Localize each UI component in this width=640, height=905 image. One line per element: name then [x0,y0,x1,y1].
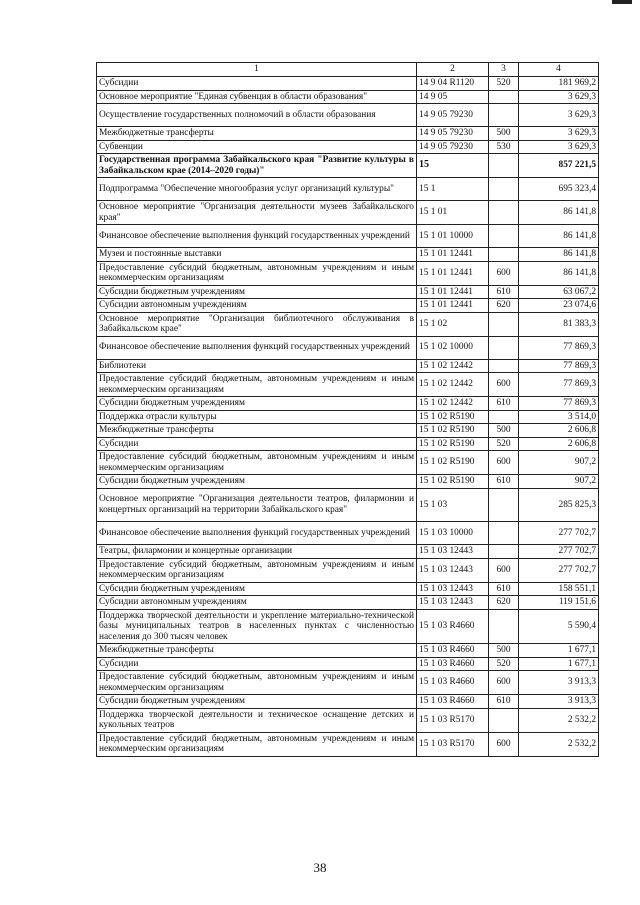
page-number: 38 [313,860,327,875]
row-type-cell [489,522,519,545]
row-code-cell: 15 1 02 12442 [417,397,489,411]
row-sum-cell: 3 629,3 [519,140,599,154]
row-code-cell: 14 9 05 79230 [417,104,489,127]
row-name-cell: Финансовое обеспечение выполнения функций государственных учреждений [97,522,417,545]
row-name-cell: Межбюджетные трансферты [97,127,417,141]
row-sum-cell: 86 141,8 [519,201,599,225]
table-row [97,451,599,475]
row-code-cell: 14 9 05 79230 [417,127,489,141]
row-sum-cell: 119 151,6 [519,596,599,610]
row-name-cell: Субсидии автономным учреждениям [97,299,417,313]
row-type-cell: 620 [489,596,519,610]
row-sum-cell: 695 323,4 [519,178,599,201]
row-name-cell: Библиотеки [97,359,417,373]
row-sum-cell: 2 532,2 [519,708,599,732]
row-sum-cell: 2 606,8 [519,437,599,451]
row-name-cell: Предоставление субсидий бюджетным, автономным учреждениям и иным некоммерческим организациям [97,558,417,582]
row-code-cell: 15 1 02 R5190 [417,437,489,451]
row-code-cell: 15 1 03 R4660 [417,609,489,644]
row-code-cell: 15 1 02 [417,312,489,336]
row-code-cell: 15 1 03 R4660 [417,695,489,709]
header-cell-type: 3 [489,63,519,77]
row-code-cell: 15 1 03 R4660 [417,644,489,658]
row-type-cell: 520 [489,437,519,451]
table-header-row [97,63,599,77]
scan-corner-mark [612,0,632,4]
row-name-cell: Субсидии [97,77,417,91]
row-name-cell: Межбюджетные трансферты [97,644,417,658]
row-name-cell: Предоставление субсидий бюджетным, автономным учреждениям и иным некоммерческим организациям [97,732,417,756]
row-type-cell: 500 [489,644,519,658]
row-sum-cell: 86 141,8 [519,248,599,262]
row-name-cell: Осуществление государственных полномочий в области образования [97,104,417,127]
row-type-cell [489,248,519,262]
row-code-cell: 15 1 01 12441 [417,261,489,285]
row-code-cell: 15 1 02 12442 [417,359,489,373]
row-sum-cell: 285 825,3 [519,488,599,522]
table-row [97,657,599,671]
row-name-cell: Поддержка творческой деятельности и укрепление материально-технической базы муниципальных театров в населенных пунктах с численностью населения до 300 тысяч человек [97,609,417,644]
row-type-cell: 530 [489,140,519,154]
row-sum-cell: 5 590,4 [519,609,599,644]
row-sum-cell: 86 141,8 [519,225,599,248]
row-type-cell [489,609,519,644]
row-sum-cell: 63 067,2 [519,285,599,299]
row-type-cell [489,201,519,225]
row-sum-cell: 3 514,0 [519,410,599,424]
row-code-cell: 15 1 01 12441 [417,299,489,313]
row-name-cell: Межбюджетные трансферты [97,424,417,438]
row-code-cell: 15 1 [417,178,489,201]
row-type-cell: 520 [489,657,519,671]
row-type-cell: 610 [489,397,519,411]
row-sum-cell: 277 702,7 [519,545,599,559]
table-row [97,178,599,201]
row-type-cell: 610 [489,582,519,596]
table-row [97,336,599,359]
table-row [97,248,599,262]
row-sum-cell: 3 913,3 [519,671,599,695]
row-sum-cell: 277 702,7 [519,558,599,582]
row-code-cell: 15 1 01 10000 [417,225,489,248]
table-row [97,522,599,545]
row-sum-cell: 907,2 [519,475,599,489]
row-sum-cell: 158 551,1 [519,582,599,596]
table-row [97,475,599,489]
row-code-cell: 15 1 02 12442 [417,373,489,397]
row-name-cell: Основное мероприятие "Организация библиотечного обслуживания в Забайкальском крае" [97,312,417,336]
row-sum-cell: 77 869,3 [519,397,599,411]
row-code-cell: 15 1 03 12443 [417,545,489,559]
row-code-cell: 15 1 02 R5190 [417,451,489,475]
row-type-cell [489,225,519,248]
table-row [97,671,599,695]
header-cell-name: 1 [97,63,417,77]
table-row [97,410,599,424]
row-sum-cell: 23 074,6 [519,299,599,313]
table-row [97,582,599,596]
table-row [97,312,599,336]
row-code-cell: 15 1 02 R5190 [417,475,489,489]
row-code-cell: 15 1 03 [417,488,489,522]
header-cell-code: 2 [417,63,489,77]
row-name-cell: Субвенции [97,140,417,154]
row-name-cell: Предоставление субсидий бюджетным, автономным учреждениям и иным некоммерческим организациям [97,451,417,475]
row-code-cell: 14 9 05 79230 [417,140,489,154]
row-type-cell [489,104,519,127]
table-row [97,261,599,285]
row-sum-cell: 3 629,3 [519,90,599,104]
row-code-cell: 15 1 03 10000 [417,522,489,545]
row-name-cell: Предоставление субсидий бюджетным, автономным учреждениям и иным некоммерческим организациям [97,373,417,397]
table-row [97,373,599,397]
row-sum-cell: 277 702,7 [519,522,599,545]
row-name-cell: Субсидии бюджетным учреждениям [97,582,417,596]
row-name-cell: Поддержка отрасли культуры [97,410,417,424]
row-type-cell [489,359,519,373]
row-name-cell: Субсидии бюджетным учреждениям [97,397,417,411]
row-type-cell [489,336,519,359]
row-name-cell: Основное мероприятие "Организация деятельности театров, филармонии и концертных организаций на территории Забайкальского края" [97,488,417,522]
row-type-cell: 600 [489,451,519,475]
row-sum-cell: 77 869,3 [519,336,599,359]
table-row [97,424,599,438]
table-row [97,225,599,248]
row-code-cell: 15 1 03 12443 [417,582,489,596]
table-row [97,359,599,373]
row-type-cell [489,488,519,522]
table-row [97,154,599,178]
row-type-cell [489,178,519,201]
row-type-cell [489,545,519,559]
row-code-cell: 15 1 02 R5190 [417,424,489,438]
row-code-cell: 15 1 02 R5190 [417,410,489,424]
row-sum-cell: 1 677,1 [519,657,599,671]
row-name-cell: Финансовое обеспечение выполнения функций государственных учреждений [97,336,417,359]
row-code-cell: 15 1 03 R5170 [417,708,489,732]
row-code-cell: 15 1 02 10000 [417,336,489,359]
row-sum-cell: 3 629,3 [519,127,599,141]
row-name-cell: Субсидии бюджетным учреждениям [97,695,417,709]
row-sum-cell: 3 913,3 [519,695,599,709]
table-row [97,545,599,559]
row-code-cell: 15 1 01 [417,201,489,225]
table-row [97,695,599,709]
row-type-cell: 600 [489,373,519,397]
row-sum-cell: 81 383,3 [519,312,599,336]
row-sum-cell: 3 629,3 [519,104,599,127]
row-sum-cell: 2 606,8 [519,424,599,438]
row-code-cell: 15 1 03 R5170 [417,732,489,756]
row-name-cell: Поддержка творческой деятельности и техническое оснащение детских и кукольных театров [97,708,417,732]
row-code-cell: 15 1 01 12441 [417,285,489,299]
row-name-cell: Театры, филармонии и концертные организации [97,545,417,559]
row-name-cell: Субсидии автономным учреждениям [97,596,417,610]
row-type-cell [489,312,519,336]
row-sum-cell: 181 969,2 [519,77,599,91]
row-sum-cell: 2 532,2 [519,732,599,756]
budget-table-body [97,63,599,757]
row-code-cell: 14 9 04 R1120 [417,77,489,91]
row-code-cell: 15 1 03 12443 [417,558,489,582]
table-row [97,104,599,127]
table-row [97,708,599,732]
table-row [97,140,599,154]
table-row [97,77,599,91]
row-type-cell: 610 [489,285,519,299]
row-type-cell [489,410,519,424]
table-row [97,127,599,141]
row-type-cell [489,708,519,732]
row-name-cell: Предоставление субсидий бюджетным, автономным учреждениям и иным некоммерческим организациям [97,261,417,285]
header-cell-sum: 4 [519,63,599,77]
row-type-cell: 520 [489,77,519,91]
row-name-cell: Предоставление субсидий бюджетным, автономным учреждениям и иным некоммерческим организациям [97,671,417,695]
row-name-cell: Основное мероприятие "Единая субвенция в области образования" [97,90,417,104]
row-sum-cell: 77 869,3 [519,359,599,373]
row-sum-cell: 1 677,1 [519,644,599,658]
row-type-cell: 500 [489,127,519,141]
table-row [97,299,599,313]
table-row [97,644,599,658]
table-row [97,596,599,610]
row-name-cell: Субсидии [97,437,417,451]
table-row [97,90,599,104]
row-type-cell: 610 [489,695,519,709]
row-type-cell: 600 [489,558,519,582]
row-type-cell: 610 [489,475,519,489]
row-type-cell [489,154,519,178]
row-sum-cell: 907,2 [519,451,599,475]
table-row [97,558,599,582]
row-code-cell: 15 1 03 R4660 [417,671,489,695]
row-code-cell: 15 1 01 12441 [417,248,489,262]
table-row [97,285,599,299]
row-type-cell: 600 [489,732,519,756]
row-type-cell: 620 [489,299,519,313]
row-sum-cell: 857 221,5 [519,154,599,178]
row-name-cell: Государственная программа Забайкальского края "Развитие культуры в Забайкальском крае (2014–2020 годы)" [97,154,417,178]
table-row [97,732,599,756]
row-type-cell: 600 [489,261,519,285]
row-name-cell: Субсидии бюджетным учреждениям [97,475,417,489]
row-name-cell: Финансовое обеспечение выполнения функций государственных учреждений [97,225,417,248]
table-row [97,397,599,411]
row-name-cell: Основное мероприятие "Организация деятельности музеев Забайкальского края" [97,201,417,225]
table-row [97,488,599,522]
table-row [97,201,599,225]
budget-table [96,62,599,757]
row-code-cell: 15 1 03 R4660 [417,657,489,671]
row-name-cell: Музеи и постоянные выставки [97,248,417,262]
row-name-cell: Субсидии [97,657,417,671]
row-type-cell: 500 [489,424,519,438]
row-name-cell: Субсидии бюджетным учреждениям [97,285,417,299]
row-type-cell [489,90,519,104]
row-sum-cell: 77 869,3 [519,373,599,397]
row-name-cell: Подпрограмма "Обеспечение многообразия услуг организаций культуры" [97,178,417,201]
table-row [97,437,599,451]
row-code-cell: 14 9 05 [417,90,489,104]
row-code-cell: 15 [417,154,489,178]
table-row [97,609,599,644]
row-type-cell: 600 [489,671,519,695]
row-sum-cell: 86 141,8 [519,261,599,285]
row-code-cell: 15 1 03 12443 [417,596,489,610]
